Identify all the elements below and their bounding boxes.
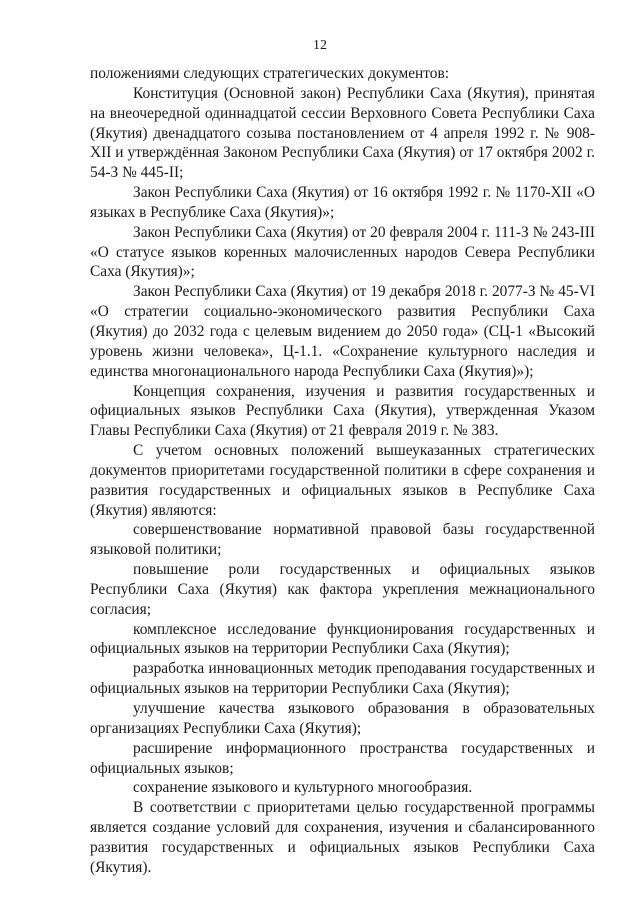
paragraph-program-goal: В соответствии с приоритетами целью государственной программы является создание условий для сохранения, изучения и сбалансированного развития государственных и официальных языков Республики Саха (Якутия). — [90, 799, 595, 876]
document-body — [90, 64, 595, 878]
list-item-priority: улучшение качества языкового образования в образовательных организациях Республики Саха (Якутия); — [90, 700, 595, 737]
list-item-priority: комплексное исследование функционирования государственных и официальных языков на территории Республики Саха (Якутия); — [90, 620, 595, 658]
paragraph-law-languages: Закон Республики Саха (Якутия) от 16 октября 1992 г. № 1170-XII «О языках в Республике Саха (Якутия)»; — [90, 184, 595, 221]
list-item-priority: расширение информационного пространства государственных и официальных языков; — [90, 739, 595, 777]
paragraph-concept: Концепция сохранения, изучения и развития государственных и официальных языков Республики Саха (Якутия), утвержденная Указом Главы Республики Саха (Якутия) от 21 февраля 2019 г. № 383. — [90, 382, 595, 440]
paragraph-intro: положениями следующих стратегических документов: — [90, 65, 450, 82]
list-item-priority: сохранение языкового и культурного многообразия. — [133, 779, 473, 797]
page-number: 12 — [313, 38, 327, 53]
list-item-priority: повышение роли государственных и официальных языков Республики Саха (Якутия) как фактора укрепления межнационального согласия; — [90, 561, 595, 618]
list-item-priority: совершенствование нормативной правовой базы государственной языковой политики; — [90, 521, 595, 559]
paragraph-law-indigenous-languages: Закон Республики Саха (Якутия) от 20 февраля 2004 г. 111-З № 243-III «О статусе языков коренных малочисленных народов Севера Республики Саха (Якутия)»; — [90, 223, 595, 281]
paragraph-constitution: Конституция (Основной закон) Республики Саха (Якутия), принятая на внеочередной одиннадцатой сессии Верховного Совета Республики Саха (Якутия) двенадцатого созыва постановлением от 4 апреля 1992 г. № 908-XII и утверждённая Законом Республики Саха (Якутия) от 17 октября 2002 г. 54-З № 445-II; — [90, 84, 595, 182]
paragraph-law-strategy: Закон Республики Саха (Якутия) от 19 декабря 2018 г. 2077-З № 45-VI «О стратегии социально-экономического развития Республики Саха (Якутия) до 2032 года с целевым видением до 2050 года» (СЦ-1 «Высокий уровень жизни человека», Ц-1.1. «Сохранение культурного наследия и единства многонационального народа Республики Саха (Якутия)»); — [90, 283, 595, 380]
paragraph-priorities-intro: С учетом основных положений вышеуказанных стратегических документов приоритетами государственной политики в сфере сохранения и развития государственных и официальных языков в Республике Саха (Якутия) являются: — [90, 442, 595, 519]
list-item-priority: разработка инновационных методик преподавания государственных и официальных языков на территории Республики Саха (Якутия); — [90, 660, 595, 698]
